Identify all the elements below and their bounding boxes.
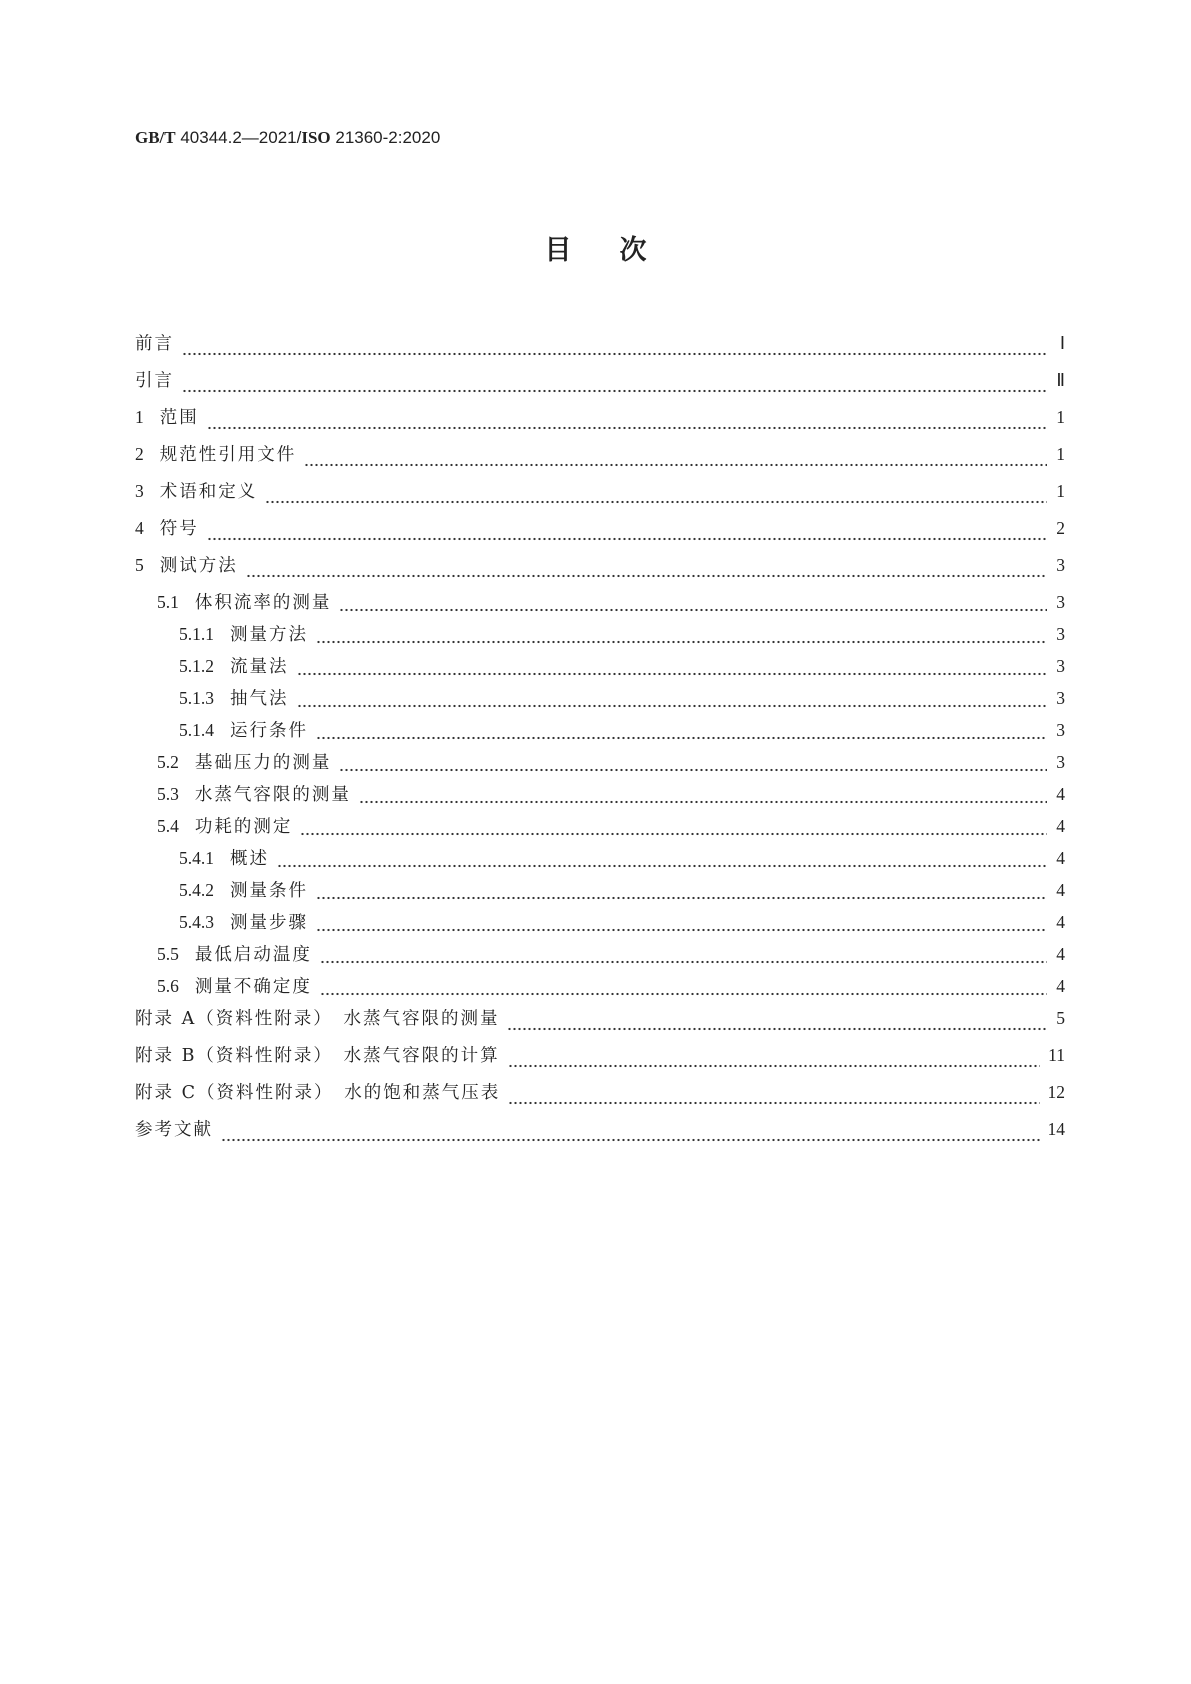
toc-entry[interactable] <box>135 941 1065 973</box>
toc-entry-number: 3 <box>135 481 144 501</box>
toc-entry-label: 附录 B（资料性附录） 水蒸气容限的计算 <box>135 1046 500 1066</box>
dot-leader <box>316 896 1047 900</box>
toc-entry-label: 流量法 <box>230 657 289 677</box>
toc-entry-page: 11 <box>1048 1045 1065 1065</box>
standard-number-header <box>135 128 440 148</box>
toc-entry-number: 5.1.1 <box>179 624 214 644</box>
toc-entry[interactable] <box>135 717 1065 749</box>
dot-leader <box>359 800 1047 804</box>
toc-entry-number: 5.4.3 <box>179 912 214 932</box>
dot-leader <box>182 352 1047 356</box>
dot-leader <box>339 768 1047 772</box>
toc-entry-label: 前言 <box>135 334 174 354</box>
toc-entry-label: 测量方法 <box>230 625 308 645</box>
toc-entry-label: 参考文献 <box>135 1120 213 1140</box>
toc-entry-number: 5.2 <box>157 752 179 772</box>
dot-leader <box>297 704 1048 708</box>
iso-prefix: ISO <box>301 128 331 147</box>
toc-entry-label: 范围 <box>159 408 199 428</box>
toc-entry[interactable] <box>135 1005 1065 1042</box>
dot-leader <box>300 832 1047 836</box>
toc-entry-page: 3 <box>1056 688 1065 708</box>
toc-entry-label: 测量不确定度 <box>194 977 312 997</box>
toc-entry-number: 5.5 <box>157 944 179 964</box>
toc-entry-page: 2 <box>1056 518 1065 538</box>
toc-entry[interactable] <box>135 404 1065 441</box>
toc-entry[interactable] <box>135 367 1065 404</box>
toc-entry-label: 规范性引用文件 <box>159 445 297 465</box>
toc-entry-label: 抽气法 <box>230 689 289 709</box>
toc-entry[interactable] <box>135 330 1065 367</box>
dot-leader <box>316 640 1047 644</box>
toc-entry-number: 5.4.2 <box>179 880 214 900</box>
toc-entry-page: 4 <box>1056 816 1065 836</box>
toc-entry-label: 功耗的测定 <box>194 817 293 837</box>
toc-entry-page: 3 <box>1056 720 1065 740</box>
toc-entry[interactable] <box>135 441 1065 478</box>
toc-entry-page: 4 <box>1056 848 1065 868</box>
dot-leader <box>265 500 1047 504</box>
toc-entry-page: 3 <box>1056 656 1065 676</box>
toc-entry-label: 符号 <box>159 519 199 539</box>
toc-entry[interactable] <box>135 781 1065 813</box>
toc-entry-page: 1 <box>1056 444 1065 464</box>
toc-entry[interactable] <box>135 653 1065 685</box>
toc-entry-number: 5 <box>135 555 144 575</box>
toc-entry-label: 测量步骤 <box>230 913 308 933</box>
toc-entry[interactable] <box>135 621 1065 653</box>
toc-entry-page: 3 <box>1056 752 1065 772</box>
toc-entry[interactable] <box>135 552 1065 589</box>
toc-entry-page: 3 <box>1056 592 1065 612</box>
dot-leader <box>508 1064 1040 1068</box>
toc-entry-label: 附录 A（资料性附录） 水蒸气容限的测量 <box>135 1009 500 1029</box>
dot-leader <box>507 1027 1047 1031</box>
table-of-contents <box>135 330 1065 1153</box>
dot-leader <box>182 389 1047 393</box>
toc-entry-page: 1 <box>1056 407 1065 427</box>
gbt-number: 40344.2—2021/ <box>175 128 302 147</box>
toc-entry[interactable] <box>135 685 1065 717</box>
page-title: 目次 <box>544 235 695 266</box>
dot-leader <box>320 992 1047 996</box>
toc-entry-page: 4 <box>1056 912 1065 932</box>
toc-entry-number: 2 <box>135 444 144 464</box>
toc-entry-page: 3 <box>1056 555 1065 575</box>
toc-entry[interactable] <box>135 1116 1065 1153</box>
toc-entry[interactable] <box>135 478 1065 515</box>
toc-entry-label: 水蒸气容限的测量 <box>194 785 351 805</box>
dot-leader <box>316 736 1047 740</box>
toc-entry[interactable] <box>135 749 1065 781</box>
toc-entry-page: 4 <box>1056 976 1065 996</box>
toc-entry-page: Ⅱ <box>1056 370 1065 390</box>
toc-entry-number: 4 <box>135 518 144 538</box>
toc-entry-page: 4 <box>1056 944 1065 964</box>
toc-entry[interactable] <box>135 589 1065 621</box>
gbt-prefix: GB/T <box>135 128 176 147</box>
toc-entry[interactable] <box>135 1079 1065 1116</box>
toc-entry[interactable] <box>135 877 1065 909</box>
toc-entry-number: 5.4.1 <box>179 848 214 868</box>
toc-entry[interactable] <box>135 813 1065 845</box>
toc-entry-number: 1 <box>135 407 144 427</box>
toc-entry[interactable] <box>135 973 1065 1005</box>
toc-entry-page: 1 <box>1056 481 1065 501</box>
toc-entry-number: 5.1.3 <box>179 688 214 708</box>
toc-entry-page: 12 <box>1047 1082 1065 1102</box>
toc-entry-number: 5.1 <box>157 592 179 612</box>
dot-leader <box>508 1101 1039 1105</box>
toc-entry[interactable] <box>135 909 1065 941</box>
dot-leader <box>246 574 1047 578</box>
toc-entry-number: 5.1.2 <box>179 656 214 676</box>
toc-entry-label: 体积流率的测量 <box>194 593 332 613</box>
dot-leader <box>320 960 1047 964</box>
dot-leader <box>221 1138 1040 1142</box>
iso-number: 21360-2:2020 <box>330 128 441 147</box>
toc-entry-number: 5.4 <box>157 816 179 836</box>
toc-entry-label: 运行条件 <box>230 721 308 741</box>
dot-leader <box>297 672 1048 676</box>
toc-entry-label: 术语和定义 <box>159 482 258 502</box>
dot-leader <box>316 928 1047 932</box>
toc-entry-label: 附录 C（资料性附录） 水的饱和蒸气压表 <box>135 1083 501 1103</box>
toc-entry[interactable] <box>135 1042 1065 1079</box>
dot-leader <box>277 864 1047 868</box>
toc-entry-page: 4 <box>1056 784 1065 804</box>
toc-entry[interactable] <box>135 845 1065 877</box>
toc-entry-number: 5.1.4 <box>179 720 214 740</box>
toc-entry-page: 14 <box>1047 1119 1065 1139</box>
dot-leader <box>207 426 1047 430</box>
dot-leader <box>304 463 1047 467</box>
toc-entry-page: 5 <box>1056 1008 1065 1028</box>
toc-entry-page: Ⅰ <box>1059 333 1065 353</box>
toc-entry-label: 测量条件 <box>230 881 308 901</box>
toc-entry[interactable] <box>135 515 1065 552</box>
toc-entry-label: 最低启动温度 <box>194 945 312 965</box>
toc-entry-number: 5.3 <box>157 784 179 804</box>
toc-entry-page: 4 <box>1056 880 1065 900</box>
dot-leader <box>339 608 1047 612</box>
toc-entry-number: 5.6 <box>157 976 179 996</box>
toc-entry-page: 3 <box>1056 624 1065 644</box>
toc-entry-label: 测试方法 <box>159 556 238 576</box>
toc-entry-label: 概述 <box>230 849 269 869</box>
dot-leader <box>207 537 1047 541</box>
toc-entry-label: 引言 <box>135 371 174 391</box>
toc-entry-label: 基础压力的测量 <box>194 753 332 773</box>
